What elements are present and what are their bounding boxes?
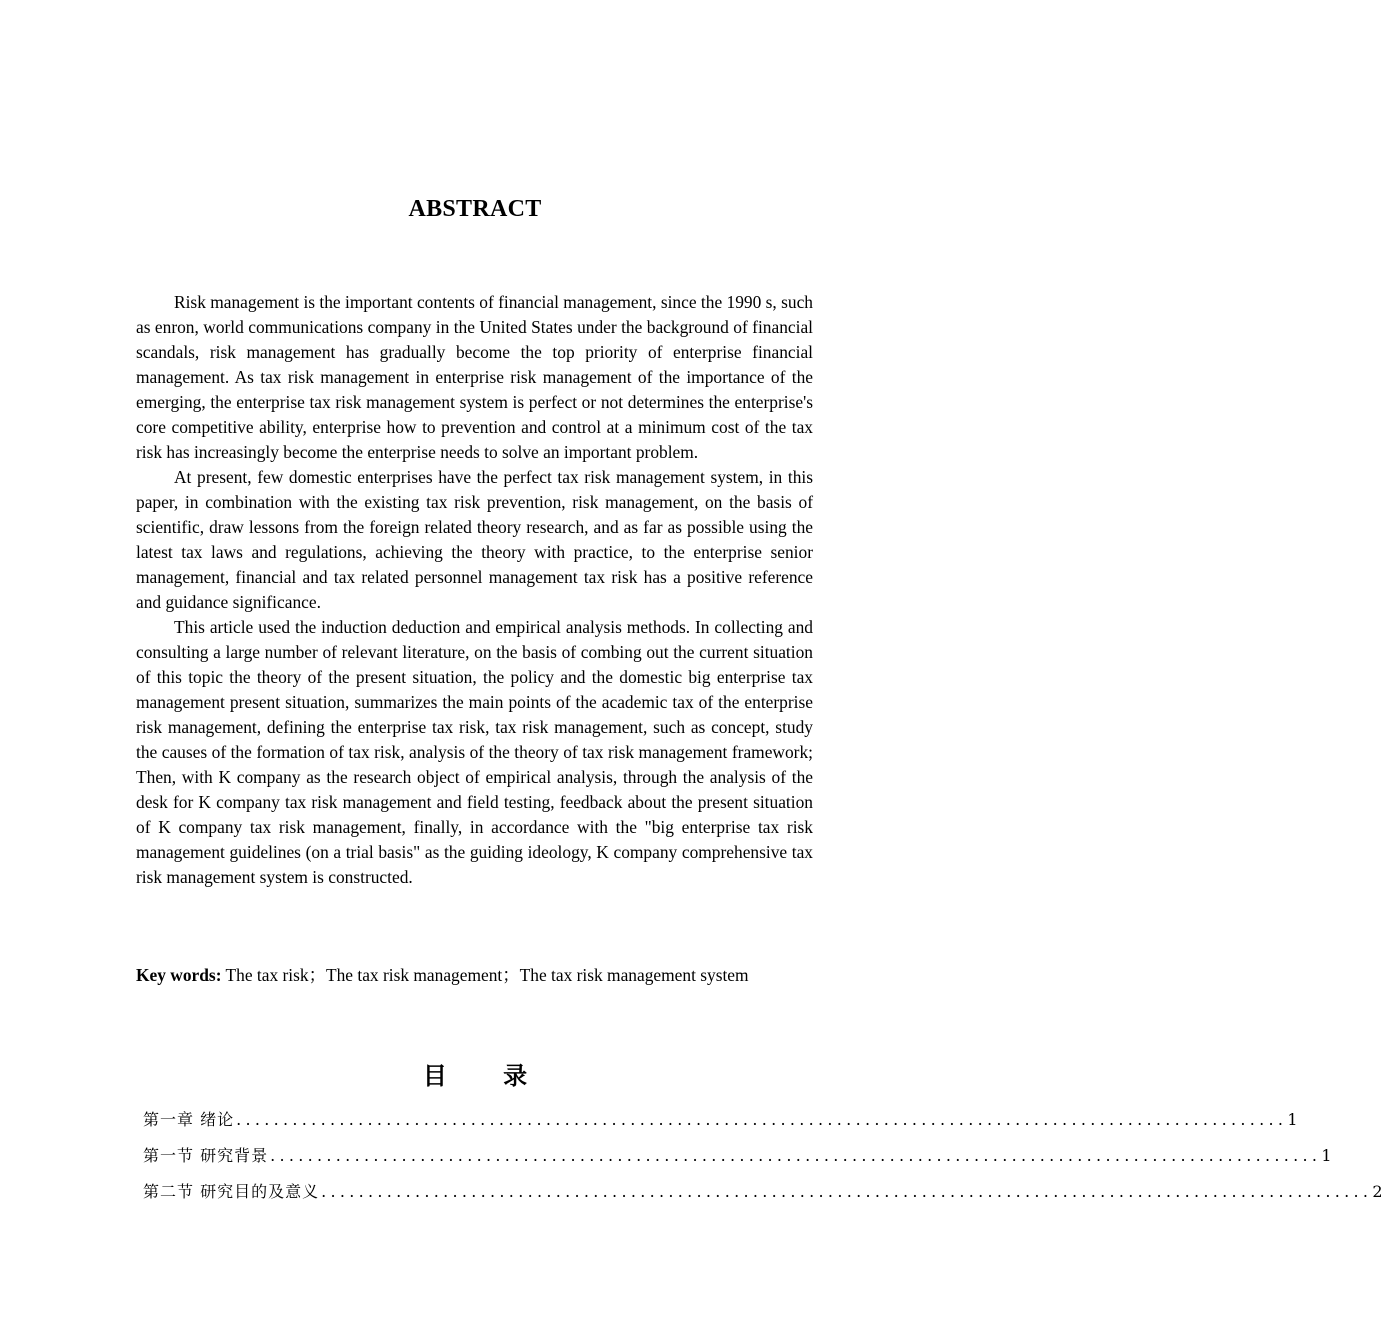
keywords-text: The tax risk；The tax risk management；The tax risk management system (221, 965, 749, 985)
abstract-title: ABSTRACT (408, 196, 542, 222)
abstract-paragraph-1: Risk management is the important contents of financial management, since the 1990 s, such as enron, world communications company in the United States under the background of financial scandals, risk management has gradually become the top priority of enterprise financial management. As tax risk management in enterprise risk management of the importance of the emerging, the enterprise tax risk management system is perfect or not determines the enterprise's core competitive ability, enterprise how to prevention and control at a minimum cost of the tax risk has increasingly become the enterprise needs to solve an important problem. (136, 292, 813, 462)
toc-leader-dots: ................................................................................................................ (236, 1110, 1288, 1129)
abstract-paragraph-2: At present, few domestic enterprises have the perfect tax risk management system, in this paper, in combination with the existing tax risk prevention, risk management, on the basis of scientific, draw lessons from the foreign related theory research, and as far as possible using the latest tax laws and regulations, achieving the theory with practice, to the enterprise senior management, financial and tax related personnel management tax risk has a positive reference and guidance significance. (136, 467, 813, 612)
keywords-label: Key words: (136, 965, 222, 985)
toc-entry-page: 1 (1321, 1146, 1332, 1165)
toc-title: 目 录 (422, 1062, 552, 1090)
toc-entry-section-1[interactable] (143, 1142, 1332, 1178)
toc-leader-dots: ................................................................................................................ (321, 1182, 1373, 1201)
table-of-contents (143, 1106, 1383, 1214)
toc-leader-dots: ................................................................................................................ (270, 1146, 1322, 1165)
keywords-line (136, 963, 826, 988)
abstract-body (136, 290, 813, 890)
toc-entry-section-2[interactable] (143, 1178, 1383, 1214)
toc-entry-label: 第二节 研究目的及意义 (143, 1182, 320, 1201)
toc-entry-chapter-1[interactable] (143, 1106, 1298, 1142)
toc-entry-page: 2 (1372, 1182, 1383, 1201)
abstract-paragraph-3: This article used the induction deduction and empirical analysis methods. In collecting and consulting a large number of relevant literature, on the basis of combing out the current situation of this topic the theory of the present situation, the policy and the domestic big enterprise tax management present situation, summarizes the main points of the academic tax of the enterprise risk management, defining the enterprise tax risk, tax risk management, such as concept, study the causes of the formation of tax risk, analysis of the theory of tax risk management framework; Then, with K company as the research object of empirical analysis, through the analysis of the desk for K company tax risk management and field testing, feedback about the present situation of K company tax risk management, finally, in accordance with the "big enterprise tax risk management guidelines (on a trial basis" as the guiding ideology, K company comprehensive tax risk management system is constructed. (136, 617, 813, 887)
toc-entry-label: 第一节 研究背景 (143, 1146, 269, 1165)
toc-entry-label: 第一章 绪论 (143, 1110, 235, 1129)
toc-entry-page: 1 (1287, 1110, 1298, 1129)
